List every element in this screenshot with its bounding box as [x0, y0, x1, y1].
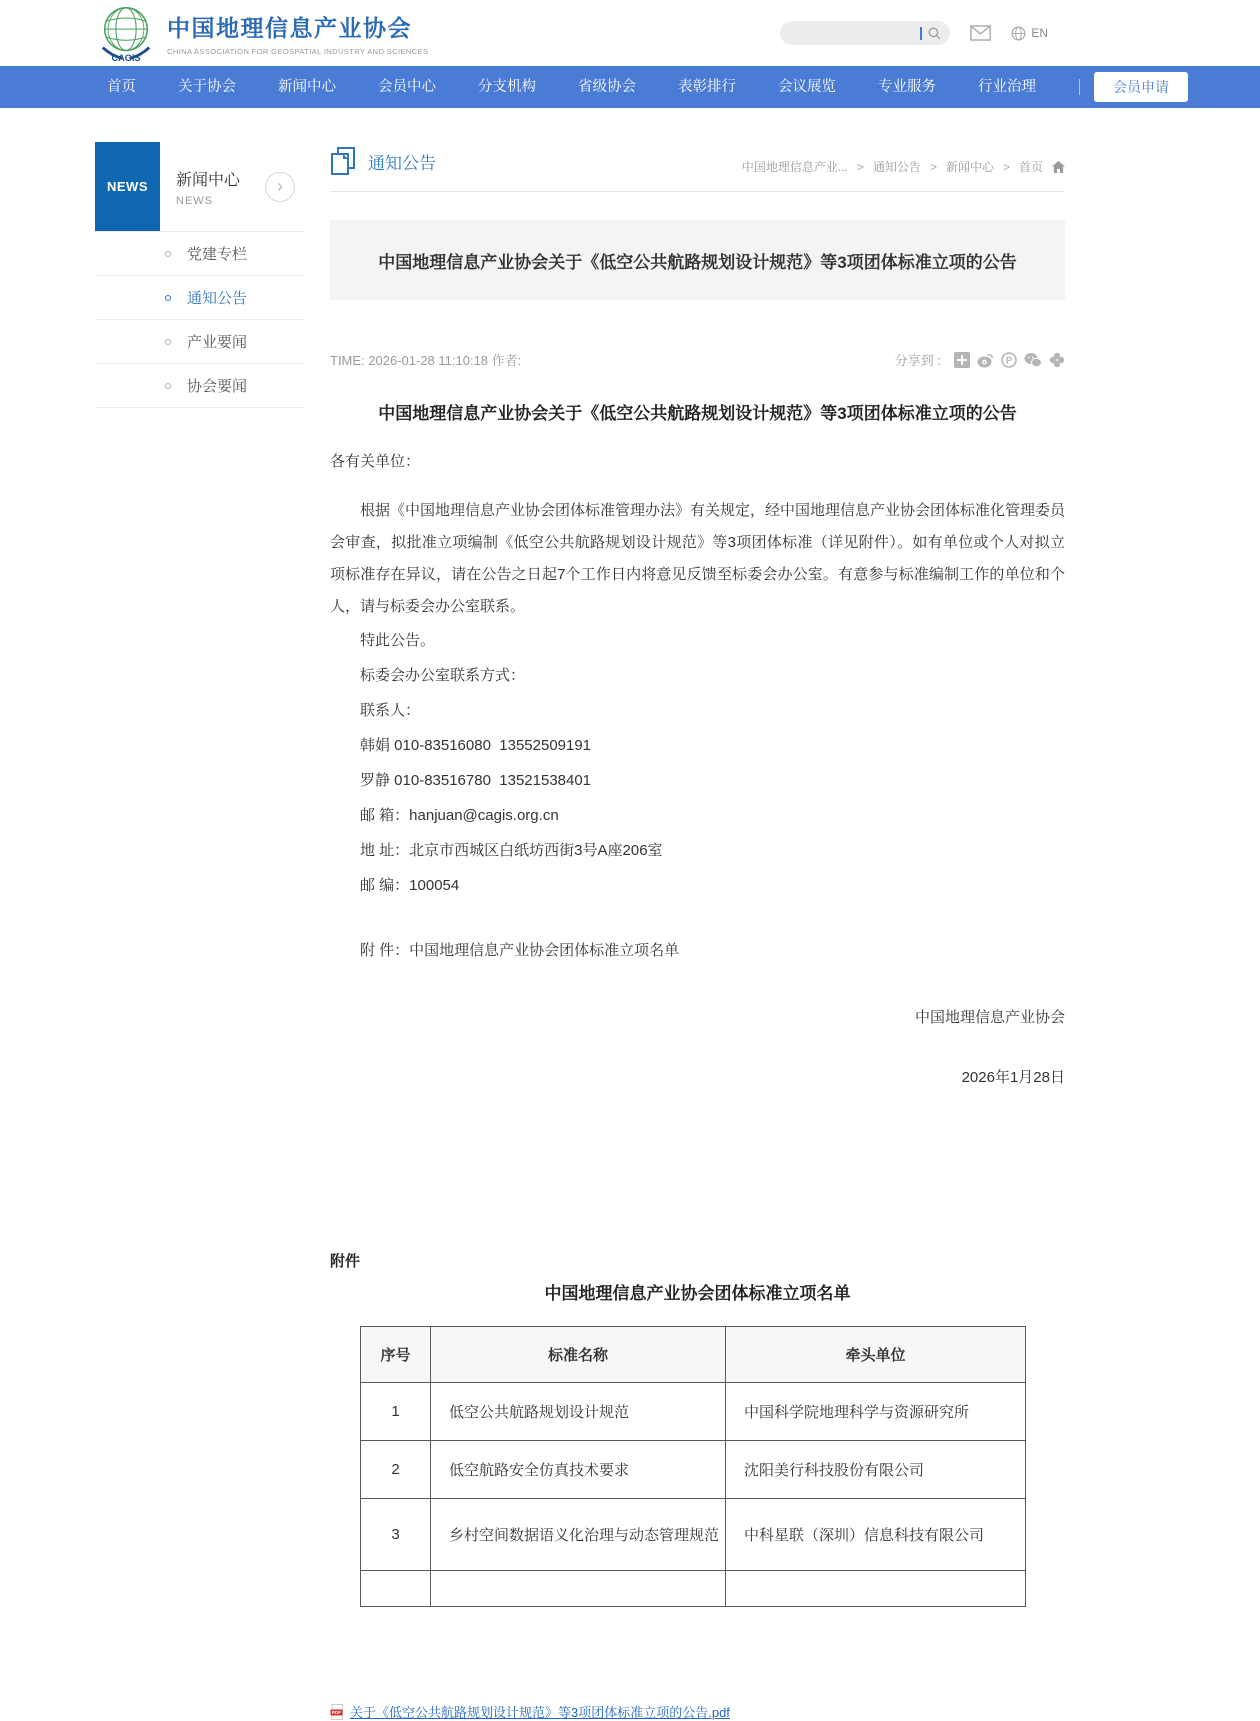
sidebar-item-label: 通知公告 — [187, 290, 248, 307]
cell-lead-unit: 沈阳美行科技股份有限公司 — [726, 1441, 1026, 1499]
article-heading: 中国地理信息产业协会关于《低空公共航路规划设计规范》等3项团体标准立项的公告 — [378, 404, 1017, 423]
org-name-cn: 中国地理信息产业协会 — [167, 15, 412, 41]
svg-text:PDF: PDF — [331, 1709, 342, 1715]
share-renren-button[interactable] — [1049, 352, 1065, 368]
nav-item-industry-governance[interactable]: 行业治理 — [978, 79, 1036, 95]
breadcrumb-root[interactable]: 中国地理信息产业... — [741, 160, 848, 174]
standards-table — [360, 1326, 1026, 1607]
search-divider — [920, 27, 922, 40]
main-area — [95, 142, 1065, 1721]
nav-item-conferences-exhibitions[interactable]: 会议展览 — [778, 79, 836, 95]
bullet-icon — [165, 251, 171, 257]
nav-item-branches[interactable]: 分支机构 — [478, 79, 536, 95]
pengyou-icon — [1001, 352, 1017, 368]
lang-label: EN — [1031, 26, 1048, 40]
sidebar-titles — [160, 142, 240, 231]
article-salutation: 各有关单位： — [330, 453, 421, 470]
bullet-icon — [165, 383, 171, 389]
attachment-note: 附 件：中国地理信息产业协会团体标准立项名单 — [360, 942, 680, 959]
site-header — [0, 0, 1260, 66]
sidebar-item-association-news[interactable] — [95, 364, 305, 408]
sidebar-item-label: 协会要闻 — [187, 378, 248, 395]
header-utilities — [780, 21, 1048, 45]
search-box[interactable] — [780, 21, 950, 45]
cagis-logo-icon — [95, 1, 157, 65]
weibo-icon — [977, 352, 994, 368]
contact-postcode: 邮 编：100054 — [360, 877, 460, 894]
breadcrumb-news-center[interactable]: 新闻中心 — [945, 160, 994, 174]
table-row — [361, 1441, 1026, 1499]
mail-button[interactable] — [970, 25, 991, 41]
cell-standard-name: 低空航路安全仿真技术要求 — [431, 1441, 726, 1499]
sidebar-header — [95, 142, 305, 232]
contact-email: 邮 箱：hanjuan@cagis.org.cn — [360, 807, 559, 824]
breadcrumb — [742, 158, 1065, 175]
attachment-download — [330, 1702, 1065, 1721]
nav-item-home[interactable]: 首页 — [107, 79, 136, 95]
breadcrumb-separator: > — [856, 159, 864, 174]
nav-item-news-center[interactable]: 新闻中心 — [278, 79, 336, 95]
search-icon[interactable] — [927, 26, 942, 41]
contact-address: 地 址：北京市西城区白纸坊西街3号A座206室 — [360, 842, 663, 859]
sidebar-menu — [95, 232, 305, 408]
logo[interactable] — [95, 1, 428, 65]
sidebar-title-en: NEWS — [176, 194, 213, 207]
brand-text — [167, 10, 428, 56]
attachment-label: 附件 — [330, 1253, 361, 1270]
nav-item-professional-services[interactable]: 专业服务 — [878, 79, 936, 95]
sidebar-item-party-building[interactable] — [95, 232, 305, 276]
table-empty-row — [361, 1571, 1026, 1607]
sidebar-item-label: 产业要闻 — [187, 334, 248, 351]
article-body — [330, 399, 1065, 1095]
contact-intro: 标委会办公室联系方式： — [360, 667, 526, 684]
breadcrumb-notices[interactable]: 通知公告 — [872, 160, 921, 174]
globe-icon — [1011, 26, 1026, 41]
cell-lead-unit: 中科星联（深圳）信息科技有限公司 — [726, 1499, 1026, 1571]
cell-standard-name: 乡村空间数据语义化治理与动态管理规范 — [431, 1499, 726, 1571]
member-apply-button[interactable]: 会员申请 — [1094, 72, 1188, 102]
attachment-section — [330, 1250, 1065, 1607]
share-wechat-button[interactable] — [1024, 352, 1042, 368]
home-icon[interactable] — [1052, 161, 1065, 173]
mail-icon — [970, 25, 991, 41]
signature-org: 中国地理信息产业协会 — [914, 1009, 1065, 1026]
breadcrumb-separator: > — [1002, 159, 1010, 174]
table-header-row — [361, 1327, 1026, 1383]
renren-icon — [1049, 352, 1065, 368]
breadcrumb-separator: > — [929, 159, 937, 174]
sidebar-item-label: 党建专栏 — [187, 246, 248, 263]
search-input[interactable] — [792, 25, 920, 41]
nav-item-about[interactable]: 关于协会 — [178, 79, 236, 95]
main-nav — [0, 66, 1260, 108]
pdf-icon — [330, 1704, 344, 1720]
nav-item-member-center[interactable]: 会员中心 — [378, 79, 436, 95]
page-title: 通知公告 — [368, 153, 436, 173]
nav-divider — [1079, 79, 1080, 95]
svg-text:P: P — [1005, 354, 1013, 365]
article-banner — [330, 220, 1065, 300]
table-row — [361, 1499, 1026, 1571]
nav-item-awards-ranking[interactable]: 表彰排行 — [678, 79, 736, 95]
share-pengyou-button[interactable] — [1001, 352, 1017, 368]
org-name-en: CHINA ASSOCIATION FOR GEOSPATIAL INDUSTRY AND SCIENCES — [167, 47, 429, 56]
news-badge: NEWS — [95, 142, 160, 231]
article-paragraph: 根据《中国地理信息产业协会团体标准管理办法》有关规定，经中国地理信息产业协会团体标准化管理委员会审查，拟批准立项编制《低空公共航路规划设计规范》等3项团体标准（详见附件）。如有单位或个人对拟立项标准存在异议，请在公告之日起7个工作日内将意见反馈至标委会办公室。有意参与标准编制工作的单位和个人，请与标委会办公室联系。 — [330, 502, 1066, 615]
bullet-icon — [165, 295, 171, 301]
article-closing: 特此公告。 — [360, 632, 436, 649]
attachment-title: 中国地理信息产业协会团体标准立项名单 — [544, 1284, 851, 1303]
contact-label: 联系人： — [360, 702, 421, 719]
col-header-standard-name: 标准名称 — [431, 1327, 726, 1383]
table-row — [361, 1383, 1026, 1441]
logo-text: CAGIS — [111, 53, 141, 64]
article-meta — [330, 350, 1065, 369]
sidebar-title-cn: 新闻中心 — [176, 171, 241, 189]
content-header — [330, 142, 1065, 192]
share-more-button[interactable] — [954, 352, 970, 368]
share-weibo-button[interactable] — [977, 352, 994, 368]
share-more-icon — [954, 352, 970, 368]
signature-date: 2026年1月28日 — [961, 1069, 1065, 1086]
col-header-serial: 序号 — [361, 1327, 431, 1383]
cell-lead-unit: 中国科学院地理科学与资源研究所 — [726, 1383, 1026, 1441]
bullet-icon — [165, 339, 171, 345]
chevron-right-icon[interactable]: › — [265, 172, 295, 202]
language-switch[interactable] — [1011, 26, 1048, 41]
wechat-icon — [1024, 352, 1042, 368]
sidebar — [95, 142, 305, 408]
content — [330, 142, 1065, 1721]
cell-serial: 1 — [361, 1383, 431, 1441]
contact-person-1: 韩娟 010-83516080 13552509191 — [360, 737, 592, 754]
sidebar-item-notices[interactable] — [95, 276, 305, 320]
cell-standard-name: 低空公共航路规划设计规范 — [431, 1383, 726, 1441]
article-author-label: 作者: — [491, 353, 522, 368]
sidebar-item-industry-news[interactable] — [95, 320, 305, 364]
share-label: 分享到 : — [894, 353, 941, 368]
document-icon — [330, 146, 356, 176]
attachment-pdf-link[interactable]: 关于《低空公共航路规划设计规范》等3项团体标准立项的公告.pdf — [350, 1705, 730, 1720]
article-time: TIME: 2026-01-28 11:10:18 — [330, 353, 489, 368]
share-bar — [895, 350, 1065, 369]
cell-serial: 3 — [361, 1499, 431, 1571]
banner-title: 中国地理信息产业协会关于《低空公共航路规划设计规范》等3项团体标准立项的公告 — [378, 252, 1017, 272]
contact-person-2: 罗静 010-83516780 13521538401 — [360, 772, 592, 789]
cell-serial: 2 — [361, 1441, 431, 1499]
col-header-lead-unit: 牵头单位 — [726, 1327, 1026, 1383]
nav-item-provincial-associations[interactable]: 省级协会 — [578, 79, 636, 95]
breadcrumb-home[interactable]: 首页 — [1018, 160, 1043, 174]
